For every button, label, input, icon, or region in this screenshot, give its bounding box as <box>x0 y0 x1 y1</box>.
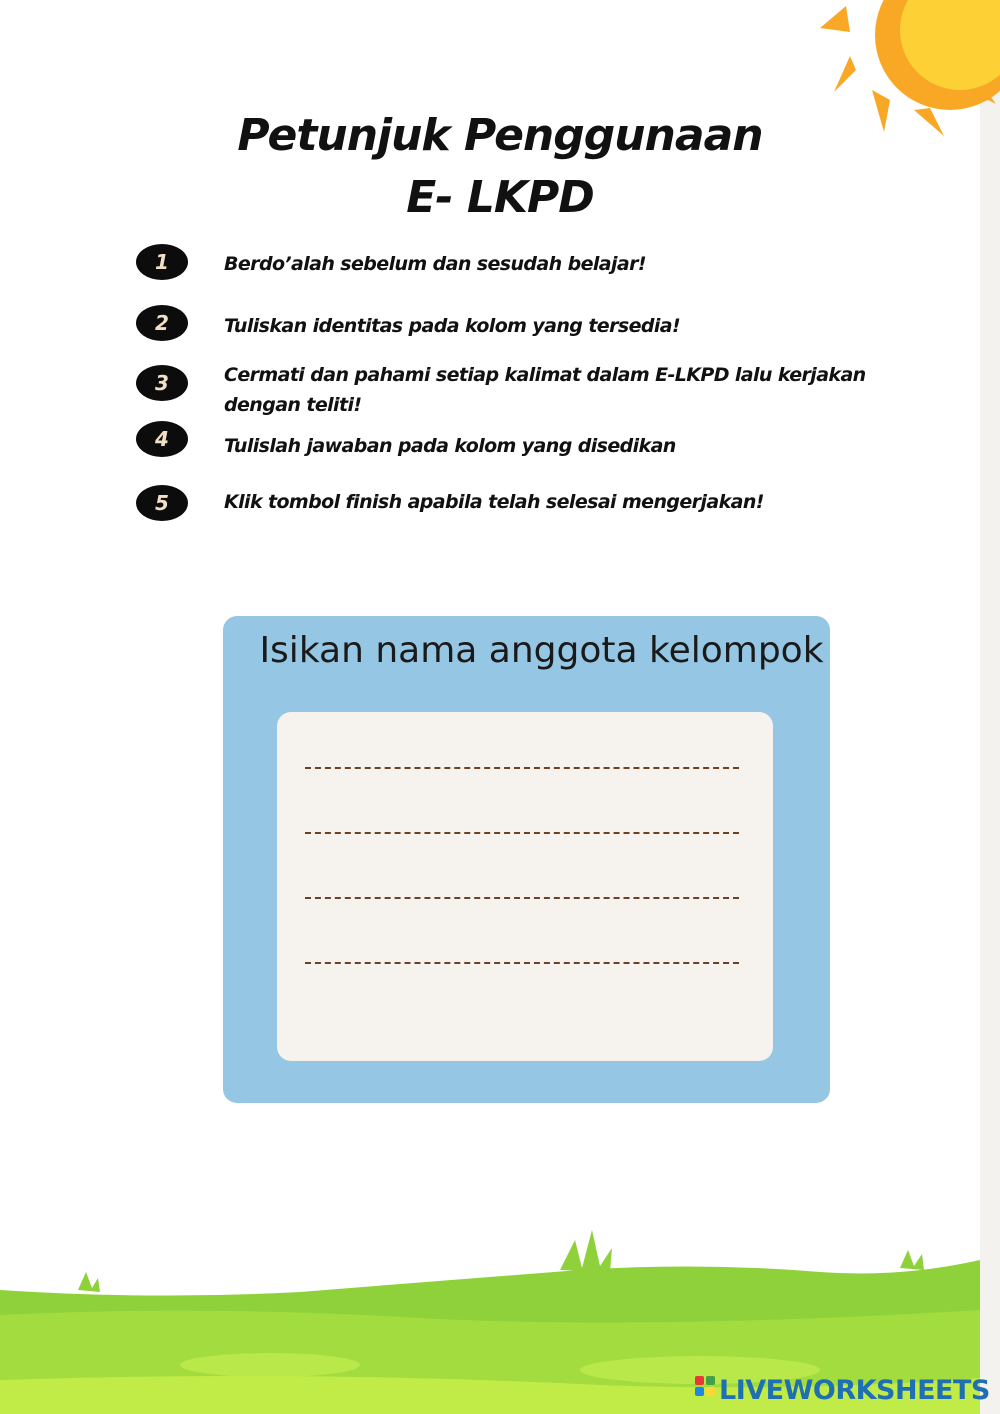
step-number: 1 <box>136 244 188 280</box>
title-line-2: E- LKPD <box>406 172 594 223</box>
instruction-text: Tulislah jawaban pada kolom yang disedikan <box>224 435 676 457</box>
member-name-line-2[interactable] <box>305 832 739 834</box>
brand-name: LIVEWORKSHEETS <box>719 1374 990 1406</box>
member-name-line-4[interactable] <box>305 962 739 964</box>
instruction-text: Klik tombol finish apabila telah selesai mengerjakan! <box>224 491 764 513</box>
group-members-card <box>223 616 830 1103</box>
group-members-input-area[interactable] <box>277 712 773 1061</box>
step-number: 3 <box>136 365 188 401</box>
member-name-line-3[interactable] <box>305 897 739 899</box>
page-title <box>0 105 1000 229</box>
group-members-title: Isikan nama anggota kelompok <box>259 630 824 671</box>
member-name-line-1[interactable] <box>305 767 739 769</box>
instruction-text: Cermati dan pahami setiap kalimat dalam E-LKPD lalu kerjakan dengan teliti! <box>224 364 866 416</box>
instruction-text: Tuliskan identitas pada kolom yang tersedia! <box>224 315 681 337</box>
title-line-1: Petunjuk Penggunaan <box>237 110 763 161</box>
step-number: 4 <box>136 421 188 457</box>
liveworksheets-brand[interactable] <box>695 1370 990 1410</box>
instruction-text: Berdo’alah sebelum dan sesudah belajar! <box>224 253 646 275</box>
liveworksheets-logo-icon <box>695 1376 717 1404</box>
step-number: 2 <box>136 305 188 341</box>
step-number: 5 <box>136 485 188 521</box>
